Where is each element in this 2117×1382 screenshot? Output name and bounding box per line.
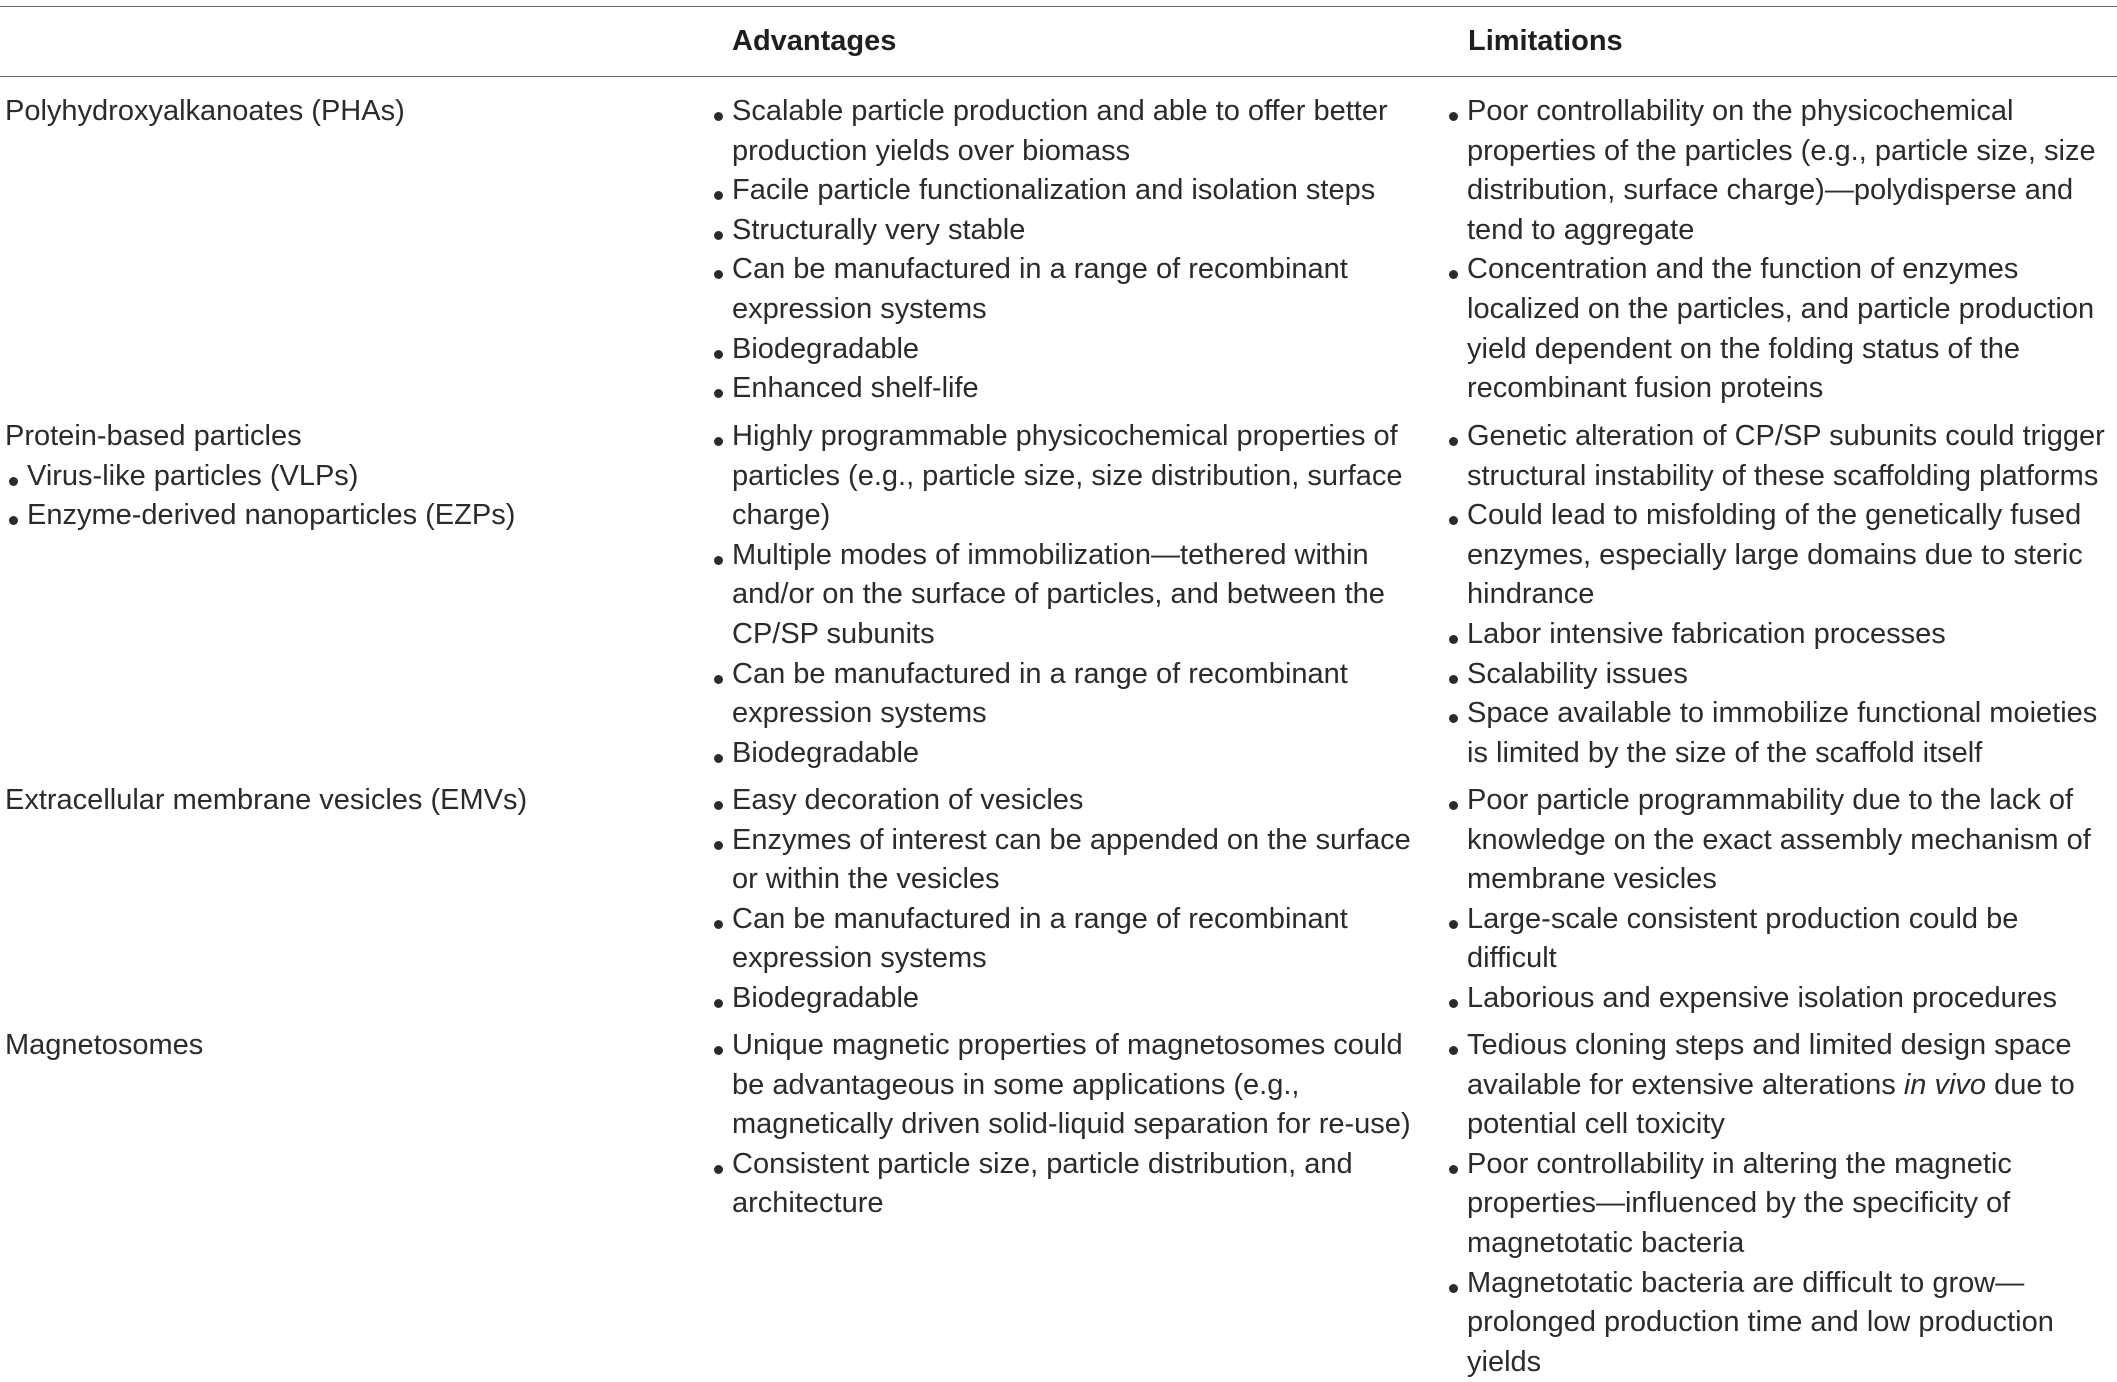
list-item: Biodegradable [712, 734, 1412, 774]
list-item: Poor particle programmability due to the lack of knowledge on the exact assembly mechanism of membrane vesicles [1447, 781, 2115, 900]
list-item: Facile particle functionalization and isolation steps [712, 171, 1412, 211]
list-item: Consistent particle size, particle distribution, and architecture [712, 1145, 1412, 1224]
list-item: Can be manufactured in a range of recombinant expression systems [712, 250, 1412, 329]
list-item: Biodegradable [712, 330, 1412, 370]
limitations-cell [1447, 1026, 2115, 1382]
advantages-cell [712, 92, 1412, 409]
list-item: Tedious cloning steps and limited design space available for extensive alterations in vivo due to potential cell toxicity [1447, 1026, 2115, 1145]
list-item: Highly programmable physicochemical properties of particles (e.g., particle size, size distribution, surface charge) [712, 417, 1412, 536]
list-item: Labor intensive fabrication processes [1447, 615, 2115, 655]
list-item: Enhanced shelf-life [712, 369, 1412, 409]
limitations-cell [1447, 417, 2115, 773]
list-item: Easy decoration of vesicles [712, 781, 1412, 821]
list-item: Structurally very stable [712, 211, 1412, 251]
list-item: Magnetotatic bacteria are difficult to grow—prolonged production time and low production yields [1447, 1264, 2115, 1382]
advantages-cell [712, 417, 1412, 773]
system-cell [5, 781, 695, 821]
list-item: Biodegradable [712, 979, 1412, 1019]
system-name: Extracellular membrane vesicles (EMVs) [5, 784, 528, 816]
header-rule [0, 76, 2117, 77]
list-item: Can be manufactured in a range of recombinant expression systems [712, 655, 1412, 734]
list-item: Concentration and the function of enzymes localized on the particles, and particle production yield dependent on the folding status of the recombinant fusion proteins [1447, 250, 2115, 408]
system-cell [5, 417, 695, 536]
list-item: Genetic alteration of CP/SP subunits could trigger structural instability of these scaffolding platforms [1447, 417, 2115, 496]
system-name: Polyhydroxyalkanoates (PHAs) [5, 95, 405, 127]
list-item: Poor controllability on the physicochemical properties of the particles (e.g., particle size, size distribution, surface charge)—polydisperse and tend to aggregate [1447, 92, 2115, 250]
list-item: Scalability issues [1447, 655, 2115, 695]
list-item: Enzymes of interest can be appended on the surface or within the vesicles [712, 821, 1412, 900]
system-cell [5, 1026, 695, 1066]
list-item: Space available to immobilize functional moieties is limited by the size of the scaffold itself [1447, 694, 2115, 773]
system-subtype: Virus-like particles (VLPs) [5, 457, 695, 497]
list-item: Large-scale consistent production could be difficult [1447, 900, 2115, 979]
limitations-cell [1447, 92, 2115, 409]
system-name: Magnetosomes [5, 1029, 204, 1061]
list-item: Could lead to misfolding of the genetically fused enzymes, especially large domains due to steric hindrance [1447, 496, 2115, 615]
table-top-rule [0, 6, 2117, 7]
list-item: Scalable particle production and able to offer better production yields over biomass [712, 92, 1412, 171]
list-item: Poor controllability in altering the magnetic properties—influenced by the specificity of magnetotatic bacteria [1447, 1145, 2115, 1264]
system-subtype: Enzyme-derived nanoparticles (EZPs) [5, 496, 695, 536]
advantages-cell [712, 781, 1412, 1019]
system-cell [5, 92, 695, 132]
list-item: Unique magnetic properties of magnetosomes could be advantageous in some applications (e.g., magnetically driven solid-liquid separation for re-use) [712, 1026, 1412, 1145]
list-item: Multiple modes of immobilization—tethered within and/or on the surface of particles, and between the CP/SP subunits [712, 536, 1412, 655]
list-item: Can be manufactured in a range of recombinant expression systems [712, 900, 1412, 979]
header-advantages: Advantages [732, 25, 897, 57]
header-limitations: Limitations [1468, 25, 1623, 57]
system-name: Protein-based particles [5, 420, 302, 452]
list-item: Laborious and expensive isolation procedures [1447, 979, 2115, 1019]
limitations-cell [1447, 781, 2115, 1019]
advantages-cell [712, 1026, 1412, 1224]
